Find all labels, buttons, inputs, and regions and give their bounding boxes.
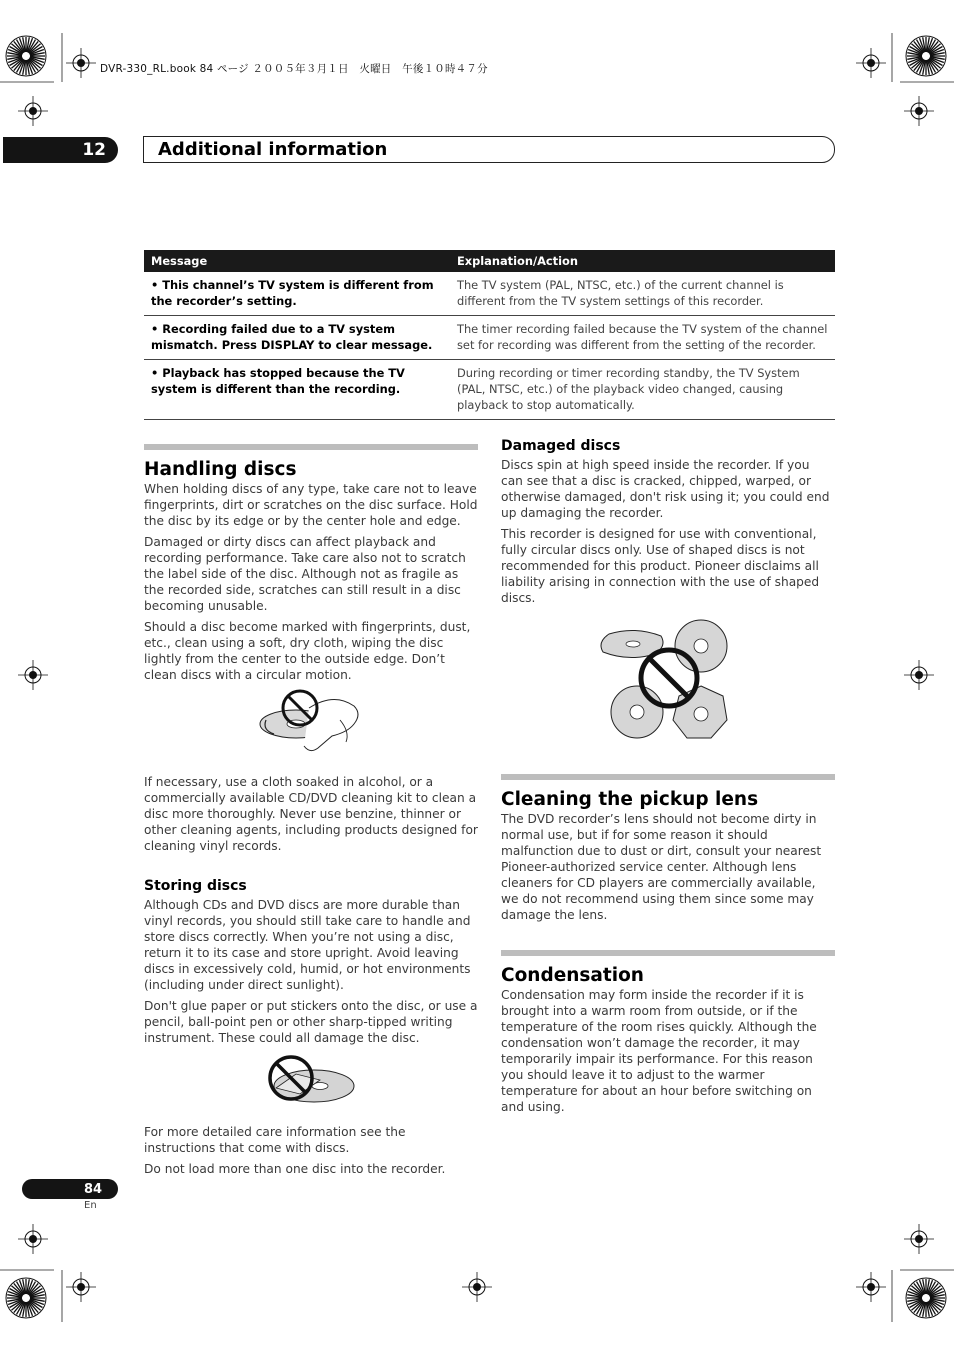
table-header-row	[144, 250, 835, 272]
chapter-title: Additional information	[143, 136, 835, 163]
table-row	[144, 360, 835, 420]
paragraph: If necessary, use a cloth soaked in alcohol, or a commercially available CD/DVD cleaning kit to clean a disc more thoroughly. Never use benzine, thinner or other cleaning agents, including products designed for cleaning vinyl records.	[144, 775, 478, 853]
illustration-sticker-disc	[144, 1052, 478, 1116]
starburst-target-icon	[904, 1276, 948, 1320]
starburst-target-icon	[4, 1276, 48, 1320]
section-divider	[501, 950, 835, 956]
registration-mark-icon	[66, 1272, 96, 1302]
page-number: 84	[22, 1179, 118, 1199]
section-divider	[501, 774, 835, 780]
paragraph: Discs spin at high speed inside the recorder. If you can see that a disc is cracked, chipped, warped, or otherwise damaged, don't risk using it; you could end up damaging the recorder.	[501, 458, 830, 520]
table-row	[144, 316, 835, 360]
registration-mark-icon	[66, 48, 96, 78]
message-table	[144, 250, 835, 420]
paragraph: Condensation may form inside the recorder if it is brought into a warm room from outside, or if the temperature of the room rises quickly. Although the condensation won’t damage the recorder, it may temporarily impair its performance. For this reason you should leave it to adjust to the warmer temperature for about an hour before switching on and using.	[501, 988, 817, 1114]
chapter-number: 12	[3, 137, 118, 163]
section-divider	[144, 444, 478, 450]
subsection-title-damaged: Damaged discs	[501, 438, 621, 454]
explanation-cell: During recording or timer recording standby, the TV System (PAL, NTSC, etc.) of the playback video changed, causing playback to stop automatically.	[450, 360, 835, 420]
message-cell: • This channel’s TV system is different from the recorder’s setting.	[144, 272, 450, 316]
registration-mark-icon	[904, 1224, 934, 1254]
paragraph: This recorder is designed for use with conventional, fully circular discs only. Use of shaped discs is not recommended for this product. Pioneer disclaims all liability arising in connection with the use of shaped discs.	[501, 527, 820, 605]
message-cell: • Playback has stopped because the TV system is different than the recording.	[144, 360, 450, 420]
column-header-message: Message	[144, 250, 450, 272]
registration-mark-icon	[856, 48, 886, 78]
paragraph: When holding discs of any type, take care not to leave fingerprints, dirt or scratches on the disc surface. Hold the disc by its edge or by the center hole and edge.	[144, 482, 478, 528]
right-column	[501, 437, 835, 1120]
registration-mark-icon	[856, 1272, 886, 1302]
explanation-cell: The timer recording failed because the TV system of the channel set for recording was different from the setting of the recorder.	[450, 316, 835, 360]
paragraph: Although CDs and DVD discs are more durable than vinyl records, you should still take care to handle and store discs correctly. When you’re not using a disc, return it to its case and store upright. Avoid leaving discs in excessively cold, humid, or hot environments (including under direct sunlight).	[144, 898, 471, 992]
file-info-line: DVR-330_RL.book 84 ページ ２００５年３月１日 火曜日 午後１０時４７分	[100, 63, 488, 75]
registration-mark-icon	[904, 96, 934, 126]
paragraph: For more detailed care information see the instructions that come with discs.	[144, 1125, 406, 1155]
starburst-target-icon	[4, 34, 48, 78]
registration-mark-icon	[18, 1224, 48, 1254]
explanation-cell: The TV system (PAL, NTSC, etc.) of the current channel is different from the TV system settings of this recorder.	[450, 272, 835, 316]
paragraph: Do not load more than one disc into the recorder.	[144, 1162, 446, 1176]
section-title-handling: Handling discs	[144, 459, 297, 480]
section-title-pickup: Cleaning the pickup lens	[501, 789, 759, 810]
table-row	[144, 272, 835, 316]
column-header-explanation: Explanation/Action	[450, 250, 835, 272]
registration-mark-icon	[18, 660, 48, 690]
illustration-shaped-discs	[501, 616, 835, 754]
paragraph: Don't glue paper or put stickers onto the disc, or use a pencil, ball-point pen or other sharp-tipped writing instrument. These could all damage the disc.	[144, 999, 478, 1045]
registration-mark-icon	[462, 1272, 492, 1302]
registration-mark-icon	[18, 96, 48, 126]
starburst-target-icon	[904, 34, 948, 78]
message-cell: • Recording failed due to a TV system mismatch. Press DISPLAY to clear message.	[144, 316, 450, 360]
disc-wiping-illustration	[144, 688, 478, 766]
section-title-condensation: Condensation	[501, 965, 644, 986]
paragraph: The DVD recorder’s lens should not become dirty in normal use, but if for some reason it should malfunction due to dust or dirt, consult your nearest Pioneer-authorized service center. Although lens cleaners for CD players are commercially available, we do not recommend using them since some may damage the lens.	[501, 812, 822, 922]
paragraph: Should a disc become marked with fingerprints, dust, etc., clean using a soft, dry cloth, wiping the disc lightly from the center to the outside edge. Don’t clean discs with a circular motion.	[144, 620, 471, 682]
subsection-title-storing: Storing discs	[144, 878, 247, 894]
registration-mark-icon	[904, 660, 934, 690]
prohibited-sticker-illustration	[144, 1052, 478, 1116]
shaped-discs-prohibited-illustration	[501, 616, 835, 754]
left-column	[144, 444, 478, 1182]
illustration-wiping-disc	[144, 688, 478, 766]
language-code: En	[84, 1200, 97, 1211]
paragraph: Damaged or dirty discs can affect playback and recording performance. Take care also not to scratch the label side of the disc. Although not as fragile as the recorded side, scratches can still result in a disc becoming unusable.	[144, 535, 466, 613]
